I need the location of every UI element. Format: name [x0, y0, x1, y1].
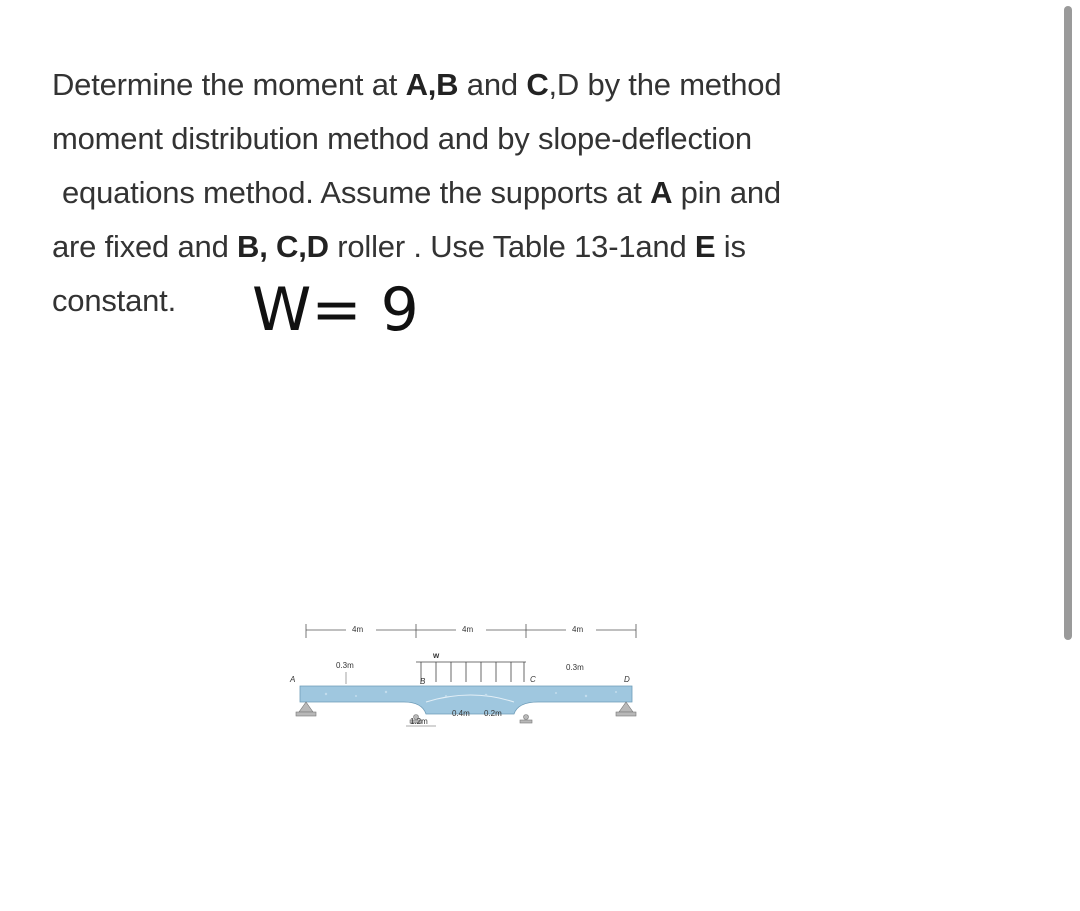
support-c	[524, 715, 529, 720]
label-c: C	[530, 675, 536, 684]
text: are fixed and	[52, 229, 238, 264]
label-b: B	[420, 677, 426, 686]
problem-line-2: moment distribution method and by slope-deflection	[52, 121, 752, 156]
support-d	[619, 702, 633, 712]
problem-statement	[52, 58, 1012, 328]
bold-support-a: A	[650, 175, 673, 210]
problem-line-1	[52, 58, 1012, 112]
span-label-ab: 4m	[352, 625, 364, 634]
load-label: w	[433, 651, 440, 660]
bold-supports-ab: A,B	[405, 67, 459, 102]
right-depth-label: 0.3m	[566, 663, 584, 672]
label-a: A	[290, 675, 296, 684]
bold-supports-bcd: B, C,D	[237, 229, 329, 264]
beam-diagram	[286, 616, 646, 736]
haunch-depth-label: 0.2m	[484, 709, 502, 718]
text: is	[715, 229, 746, 264]
problem-line-5: constant.	[52, 283, 177, 318]
vertical-scrollbar[interactable]	[1064, 6, 1072, 640]
text: roller . Use Table 13-1and	[328, 229, 695, 264]
beam-figure	[286, 616, 646, 736]
problem-line-4	[52, 220, 1012, 274]
w-value: W= 9	[252, 275, 419, 345]
text: and	[458, 67, 527, 102]
bold-support-c: C	[526, 67, 549, 102]
bold-modulus-e: E	[694, 229, 716, 264]
support-a	[299, 702, 313, 712]
text: Determine the moment at	[52, 67, 406, 102]
haunch-length-label: 1.2m	[410, 717, 428, 726]
text: equations method. Assume the supports at	[62, 175, 651, 210]
span-label-cd: 4m	[572, 625, 584, 634]
text: ,D by the method	[548, 67, 782, 102]
text: pin and	[672, 175, 781, 210]
label-d: D	[624, 675, 630, 684]
problem-line-3	[52, 166, 1012, 220]
mid-depth-label: 0.4m	[452, 709, 470, 718]
distributed-load	[416, 662, 526, 682]
span-label-bc: 4m	[462, 625, 474, 634]
left-depth-label: 0.3m	[336, 661, 354, 670]
